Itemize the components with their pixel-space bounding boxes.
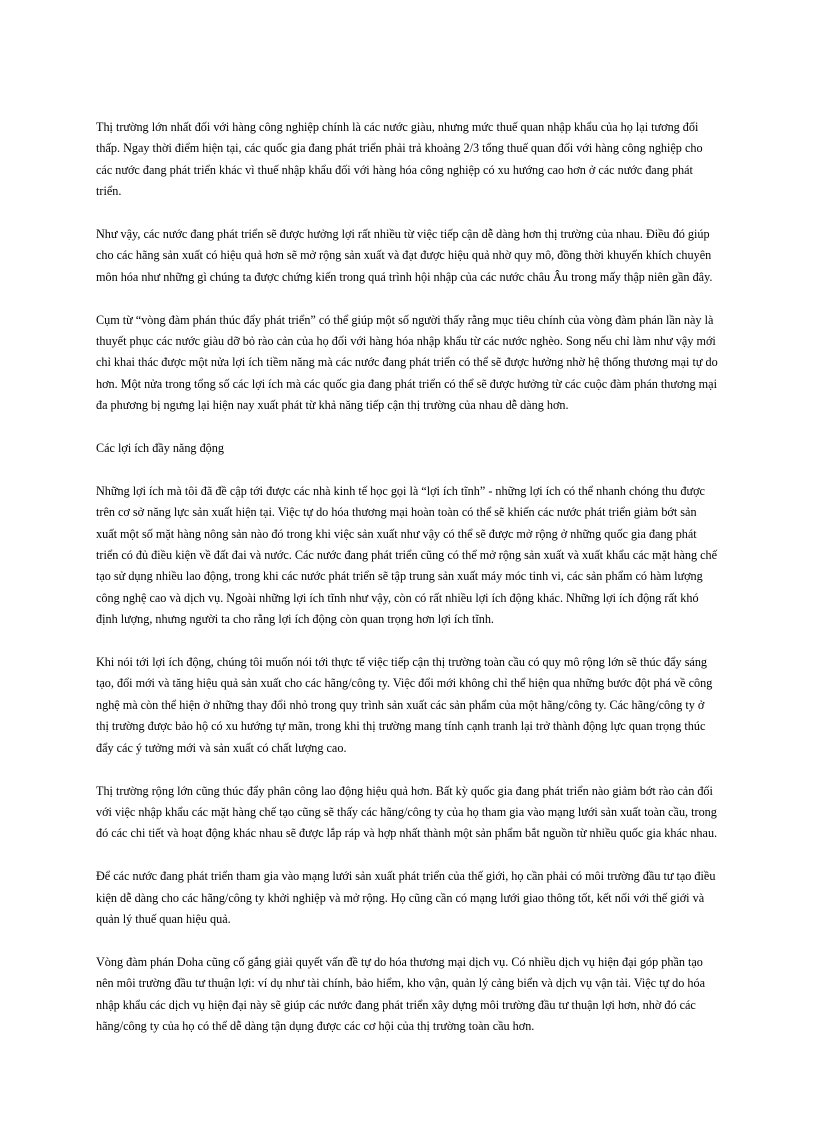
paragraph-services-liberalization: Vòng đàm phán Doha cũng cố gắng giải quyết vấn đề tự do hóa thương mại dịch vụ. Có nhiều dịch vụ hiện đại góp phần tạo nên môi trường đầu tư thuận lợi: ví dụ như tài chính, bảo hiểm, kho vận, quản lý cảng biển và dịch vụ vận tải. Việc tự do hóa nhập khẩu các dịch vụ hiện đại này sẽ giúp các nước đang phát triển xây dựng môi trường đầu tư thuận lợi hơn, nhờ đó các hãng/công ty của họ có thể dễ dàng tận dụng được các cơ hội của thị trường toàn cầu hơn.: [96, 954, 706, 1033]
paragraph-static-benefits: Những lợi ích mà tôi đã đề cập tới được các nhà kinh tế học gọi là “lợi ích tĩnh” - những lợi ích có thể nhanh chóng thu được trên cơ sở năng lực sản xuất hiện tại. Việc tự do hóa thương mại hoàn toàn có thể sẽ khiến các nước phát triển giảm bớt sản xuất một số mặt hàng nông sản nào đó trong khi việc sản xuất như vậy có thể sẽ được mở rộng ở những quốc gia đang phát triển có đủ điều kiện về đất đai và nước. Các nước đang phát triển cũng có thể mở rộng sản xuất và xuất khẩu các mặt hàng chế tạo sử dụng nhiều lao động, trong khi các nước phát triển sẽ tập trung sản xuất máy móc tinh vi, các sản phẩm có hàm lượng công nghệ cao và dịch vụ. Ngoài những lợi ích tĩnh như vậy, còn có rất nhiều lợi ích động khác. Những lợi ích động rất khó định lượng, nhưng người ta cho rằng lợi ích động còn quan trọng hơn lợi ích tĩnh.: [96, 483, 718, 627]
paragraph-intro: Thị trường lớn nhất đối với hàng công nghiệp chính là các nước giàu, nhưng mức thuế quan nhập khẩu của họ lại tương đối thấp. Ngay thời điểm hiện tại, các quốc gia đang phát triển phải trả khoảng 2/3 tổng thuế quan đối với hàng công nghiệp cho các nước đang phát triển khác vì thuế nhập khẩu đối với hàng hóa công nghiệp có xu hướng cao hơn ở các nước đang phát triển.: [96, 120, 703, 199]
document-page: [96, 117, 718, 1059]
paragraph-investment-environment: Để các nước đang phát triển tham gia vào mạng lưới sản xuất phát triển của thế giới, họ cần phải có môi trường đầu tư tạo điều kiện dễ dàng cho các hãng/công ty khởi nghiệp và mở rộng. Họ cũng cần có mạng lưới giao thông tốt, kết nối với thế giới và quản lý thuế quan hiệu quả.: [96, 869, 716, 926]
section-heading-dynamic-benefits: Các lợi ích đầy năng động: [96, 441, 224, 456]
paragraph-mutual-access: Như vậy, các nước đang phát triển sẽ được hưởng lợi rất nhiều từ việc tiếp cận dễ dàng hơn thị trường của nhau. Điều đó giúp cho các hãng sản xuất có hiệu quả hơn sẽ mở rộng sản xuất và đạt được hiệu quả nhờ quy mô, đồng thời khuyến khích chuyên môn hóa như những gì chúng ta được chứng kiến trong quá trình hội nhập của các nước châu Âu trong mấy thập niên gần đây.: [96, 227, 713, 284]
paragraph-development-round: Cụm từ “vòng đàm phán thúc đẩy phát triển” có thể giúp một số người thấy rằng mục tiêu chính của vòng đàm phán lần này là thuyết phục các nước giàu dỡ bỏ rào cản của họ đối với hàng hóa nhập khẩu từ các nước nghèo. Song nếu chỉ làm như vậy mới chỉ khai thác được một nửa lợi ích tiềm năng mà các nước đang phát triển có thể sẽ được hưởng nhờ hệ thống thương mại tự do hơn. Một nửa trong tổng số các lợi ích mà các quốc gia đang phát triển có thể sẽ được hưởng từ các cuộc đàm phán thương mại đa phương bị ngưng lại hiện nay xuất phát từ khả năng tiếp cận thị trường của nhau dễ dàng hơn.: [96, 312, 718, 413]
paragraph-division-of-labour: Thị trường rộng lớn cũng thúc đẩy phân công lao động hiệu quả hơn. Bất kỳ quốc gia đang phát triển nào giảm bớt rào cản đối với việc nhập khẩu các mặt hàng chế tạo cũng sẽ thấy các hãng/công ty của họ tham gia vào mạng lưới sản xuất toàn cầu, trong đó các chi tiết và hoạt động khác nhau sẽ được lắp ráp và hợp nhất thành một sản phẩm bắt nguồn từ nhiều quốc gia khác nhau.: [96, 783, 718, 841]
paragraph-dynamic-benefits: Khi nói tới lợi ích động, chúng tôi muốn nói tới thực tế việc tiếp cận thị trường toàn cầu có quy mô rộng lớn sẽ thúc đẩy sáng tạo, đổi mới và tăng hiệu quả sản xuất cho các hãng/công ty. Việc đổi mới không chỉ thể hiện qua những bước đột phá về công nghệ mà còn thể hiện ở những thay đổi nhỏ trong quy trình sản xuất các sản phẩm của một hãng/công ty. Các hãng/công ty ở thị trường được bảo hộ có xu hướng tự mãn, trong khi thị trường mang tính cạnh tranh lại trở thành động lực quan trọng thúc đẩy các ý tưởng mới và sản xuất có chất lượng cao.: [96, 655, 713, 755]
